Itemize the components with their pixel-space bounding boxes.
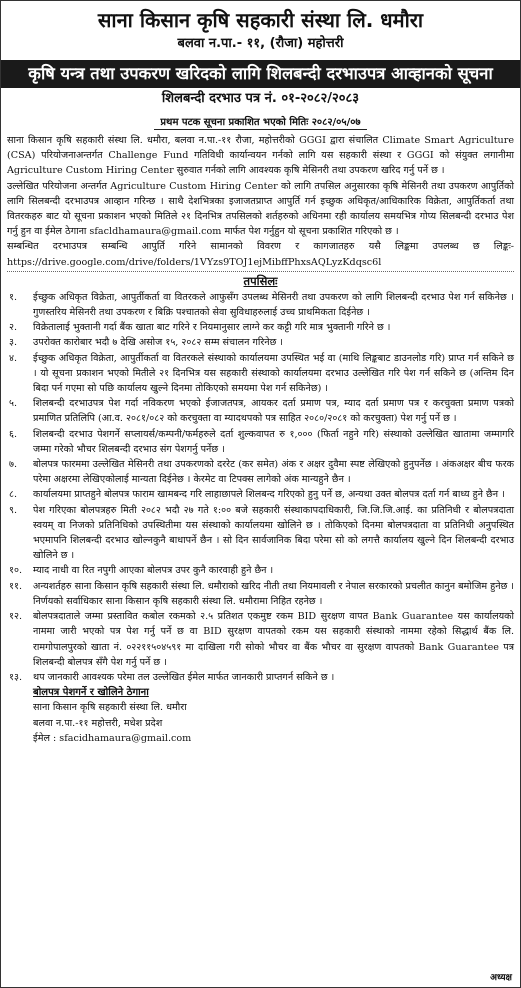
contact-address: बलवा न.पा.-११ महोत्तरी, मधेश प्रदेश [33,717,163,729]
condition-item [7,320,514,335]
condition-text: उपरोक्त कारोबार भदौ ७ देखि असोज १५, २०८२ सम्म संचालन गरिनेछ । [33,337,284,349]
contact-org: साना किसान कृषि सहकारी संस्था लि. धमौरा [33,702,187,714]
condition-number: १२. [9,611,23,623]
condition-text: म्याद नाधी वा रित नपुगी आएका बोलपत्र उपर कुनै कारवाही हुने छैन । [33,565,274,577]
condition-item [7,503,514,564]
condition-number: ४. [9,352,18,364]
condition-text: बोलपत्र फारममा उल्लेखित मेसिनरी तथा उपकरणको दररेट (कर समेत) अंक र अक्षर दुवैमा स्पष्ट लेखिएको हुनुपर्नेछ । अंकअक्षर बीच फरक परेमा अक्षरमा लेखिएकोलाई मान्यता दिईनेछ । केरमेट वा टिपक्स लागेको अंक मान्यहुने छैन । [33,459,514,486]
condition-number: ९. [9,504,18,516]
condition-number: १. [9,291,18,303]
first-published-date: प्रथम पटक सूचना प्रकाशित भएको मितिः २०८२/०५/०७ [154,116,366,130]
condition-item [7,290,514,320]
contact-email: ईमेल : sfacidhamaura@gmail.com [33,732,192,744]
contact-block [7,685,514,746]
conditions-header-label: तपसिलः [243,273,278,288]
condition-item [7,427,514,457]
notice-title-banner: कृषि यन्त्र तथा उपकरण खरिदको लागि शिलबन्दी दरभाउपत्र आव्हानको सूचना [1,60,520,88]
condition-text: ईच्छुक अधिकृत विक्रेता, आपुर्तीकर्ता वा वितरकले आफुसँग उपलब्ध मेसिनरी तथा उपकरण को लागि शिलबन्दी दरभाउ पेश गर्न सकिनेछ । गुणस्तरिय मेसिनरी तथा उपकरण र बिक्रि पश्चातको सेवा सुविधाहरुलाई उच्च प्राथमिकता दिईनेछ । [33,291,514,319]
condition-number: ८. [9,489,18,501]
condition-number: २. [9,322,18,334]
conditions-list [7,290,514,685]
condition-number: १०. [9,565,23,577]
org-name: साना किसान कृषि सहकारी संस्था लि. धमौरा [97,8,424,32]
condition-item [7,609,514,670]
condition-item [7,351,514,397]
condition-text: थप जानकारी आवश्यक परेमा तल उल्लेखित ईमेल मार्फत जानकारी प्राप्तगर्न सकिने छ । [33,671,335,683]
intro-paragraph-2: उल्लेखित परियोजना अन्तर्गत Agriculture Custom Hiring Center को लागि तपसिल अनुसारका कृषि मेसिनरी तथा उपकरण आपुर्तिको लागि सिलबन्दी दरभाउपत्र आव्हान गरिन्छ । साथै देशभित्रका इजाजतप्राप्त आपुर्ति गर्न इच्छुक अधिकृत/आधिकारिक विक्रेता, आपुर्तिकर्ता तथा वितरकहरु बाट यो सूचना प्रकाशन भएको मितिले २१ दिनभित्र तपसिलको शर्तहरुको अधिनमा रही कार्यालय समयभित्र गोप्य सिलबन्दी दरभाउ पेश गर्नु हुन वा ईमेल ठेगाना sfacldhamaura@gmail.com मार्फत पेश गर्नुहुन यो सूचना प्रकाशित गरिएको छ । [7,180,514,238]
first-published-line [7,110,514,130]
condition-item [7,563,514,578]
condition-text: अन्यशर्तहरु साना किसान कृषि सहकारी संस्था लि. धमौराको खरिद नीती तथा नियमावली र नेपाल सरकारको प्रचलीत कानुन बमोजिम हुनेछ । निर्णयको सर्वाधिकार साना किसान कृषि सहकारी संस्था लि. धमौरामा निहित रहनेछ । [33,580,514,607]
condition-item [7,457,514,487]
condition-text: शिलबन्दी दरभाउ पेशगर्ने सप्लायर्स/कम्पनी/फर्महरुले दर्ता शुल्कवापत रु १,००० (फिर्ता नहुने गरि) संस्थाको उल्लेखित खातामा जम्मागरि जम्मा गरेको भौचर शिलबन्दी दरभाउ संग पेशगर्नु पर्नेछ । [33,428,514,455]
conditions-header [7,271,514,290]
condition-item [7,579,514,609]
condition-number: ७. [9,459,18,471]
condition-number: ६. [9,428,18,440]
condition-number: ११. [9,580,23,592]
condition-text: कार्यालयमा प्राप्तहुने बोलपत्र फाराम खामबन्द गरि लाहाछापले शिलबन्द गरिएको हुनु पर्ने छ, अन्यथा उक्त बोलपत्र दर्ता गर्न बाध्य हुने छैन । [33,489,505,501]
bid-number: शिलबन्दी दरभाउ पत्र नं. ०१-२०८२/२०८३ [161,91,360,106]
condition-number: ३. [9,337,18,349]
contact-header: बोलपत्र पेशगर्ने र खोलिने ठेगाना [33,687,149,699]
condition-text: शिलबन्दी दरभाउपत्र पेश गर्दा नविकरण भएको ईजाजतपत्र, आयकर दर्ता प्रमाण पत्र, म्याद दर्ता प्रमाण पत्र र करचुक्ता प्रमाण पत्रको प्रमाणित प्रतिलिपि (आ.व. २०८१/०८२ को करचुक्ता वा म्यादथपको पत्र साहित २०८०/२०८१ को करचुक्ता) पेश गर्नु पर्ने छ । [33,398,514,425]
condition-number: ५. [9,398,18,410]
intro-paragraph-3: सम्बन्धित दरभाउपत्र सम्बन्धि आपुर्ति गरिने सामानको विवरण र कागजातहरु यसै लिङ्कमा उपलब्ध छ लिङ्कः- https://drive.google.com/drive/folders/1VYzs9TOJ1ejMibffPhxsAQLyzKdqsc6l [7,241,514,268]
condition-text: ईच्छुक अधिकृत विक्रेता, आपुर्तीकर्ता वा वितरकले संस्थाको कार्यालयमा उपस्थित भई वा (माथि लिङ्कबाट डाउनलोड गरि) प्राप्त गर्न सकिने छ । यो सूचना प्रकाशन भएको मितीले २१ दिनभित्र यस सहकारी संस्थाको कार्यालयमा दरभाउ उल्लेखित गरि पेश गर्न सकिने छ (अन्तिम दिन बिदा पर्न गएमा सो पछि कार्यालय खुल्ने दिनमा तोकिएको समयमा पेश गर्न सकिनेछ) । [33,352,514,395]
condition-text: बोलपत्रदाताले जम्मा प्रस्तावित कबोल रकमको २.५ प्रतिशत एकमुष्ट रकम BID सुरक्षण वापत Bank Guarantee यस कार्यालयको नाममा जारी भएको पत्र पेश गर्नु पर्ने छ वा BID सुरक्षण वापतको रकम यस सहकारी संस्थाको नाममा रहेको सिद्धार्थ बैंक लि. रामगोपालपुरको खाता नं. ०२२११५०४५९१ मा दाखिला गरी सोको भौचर वा बैंक भौचर वा सुरक्षण वापतको Bank Guarantee पत्र शिलबन्दी बोलपत्र सँगै पेश गर्नु पर्ने छ । [33,611,514,668]
condition-text: विक्रेतालाई भुक्तानी गर्दा बैंक खाता बाट गरिने र नियमानुसार लाग्ने कर कट्टी गरि मात्र भुक्तानी गरिने छ । [33,322,391,334]
condition-item [7,670,514,685]
org-address: बलवा न.पा.- ११, (रौजा) महोत्तरी [177,36,344,51]
condition-number: १३. [9,671,23,683]
signatory: अध्यक्ष [490,973,512,983]
intro-paragraph-1: साना किसान कृषि सहकारी संस्था लि. धमौरा, बलवा न.पा.-११ रौजा, महोत्तरीको GGGI द्वारा संचालित Climate Smart Agriculture (CSA) परियोजनाअन्तर्गत Challenge Fund गतिविधी कार्यान्वयन गर्नको लागि यस सहकारी संस्था र GGGI को संयुक्त लगानीमा Agriculture Custom Hiring Center सुरुवात गर्नको लागि आवश्यक कृषि मेसिनरी तथा उपकरण खरिद गर्नु पर्ने छ । [7,135,514,177]
condition-text: पेश गरिएका बोलपत्रहरु मिती २०८२ भदौ २७ गते १:०० बजे सहकारी संस्थाकापदाधिकारी, जि.जि.जि.आई. का प्रतिनिधी र बोलपत्रदाता स्वयम् वा निजको प्रतिनिधिको उपस्थितीमा यस संस्थाको कार्यालयमा खोलिने छ । तोकिएको दिनमा बोलपत्रदाता वा प्रतिनिधी अनुपस्थित भएमापनि शिलबन्दी दरभाउ खोल्नकुनै बाधापर्ने छैन । सो दिन सार्वजानिक बिदा परेमा सो को लगत्तै कार्यालय खुल्ने दिन शिलबन्दी दरभाउ खोलिने छ । [33,504,514,562]
condition-item [7,396,514,426]
condition-item [7,487,514,502]
condition-item [7,335,514,350]
